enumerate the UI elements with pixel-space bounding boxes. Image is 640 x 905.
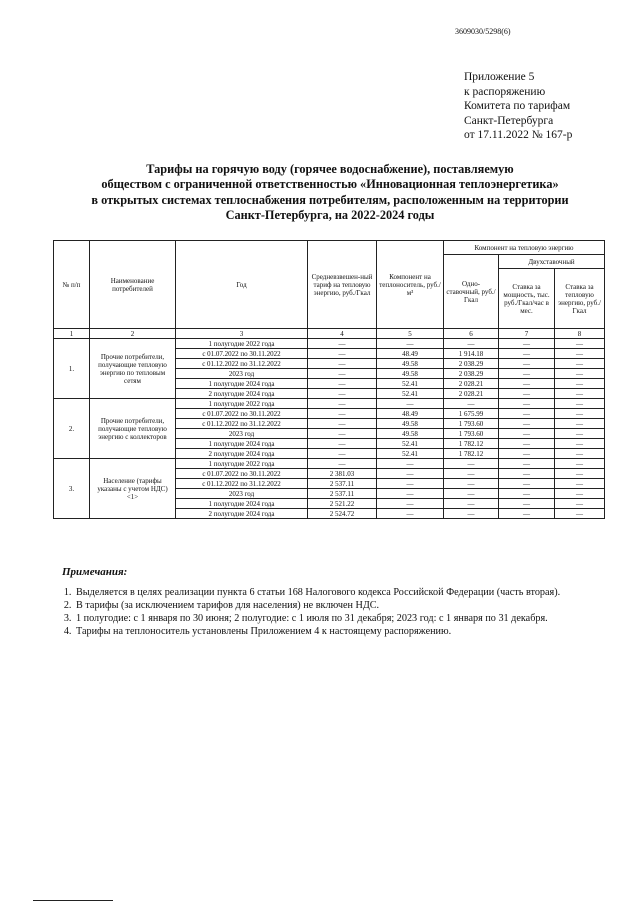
header-avg-tariff: Средневзвешен-ный тариф на тепловую энергию, руб./Гкал — [308, 241, 377, 329]
power-rate-cell: — — [499, 399, 555, 409]
energy-rate-cell: — — [555, 489, 605, 499]
period-cell: с 01.07.2022 по 30.11.2022 — [176, 349, 308, 359]
one-rate-cell: 2 028.21 — [444, 379, 499, 389]
consumer-name: Прочие потребители, получающие тепловую энергию по тепловым сетям — [90, 339, 176, 399]
consumer-name: Население (тарифы указаны с учетом НДС) <1> — [90, 459, 176, 519]
note-item: 2. В тарифы (за исключением тарифов для населения) не включен НДС. — [74, 599, 634, 612]
col-number: 4 — [308, 329, 377, 339]
header-two-rate: Двухставочный — [499, 255, 605, 269]
period-cell: 1 полугодие 2024 года — [176, 379, 308, 389]
one-rate-cell: — — [444, 339, 499, 349]
period-cell: 2023 год — [176, 369, 308, 379]
carrier-cell: — — [377, 499, 444, 509]
power-rate-cell: — — [499, 369, 555, 379]
one-rate-cell: — — [444, 489, 499, 499]
avg-tariff-cell: — — [308, 369, 377, 379]
col-number: 8 — [555, 329, 605, 339]
avg-tariff-cell: — — [308, 399, 377, 409]
avg-tariff-cell: 2 524.72 — [308, 509, 377, 519]
col-number: 6 — [444, 329, 499, 339]
period-cell: 2 полугодие 2024 года — [176, 449, 308, 459]
period-cell: 2023 год — [176, 489, 308, 499]
avg-tariff-cell: — — [308, 419, 377, 429]
period-cell: с 01.07.2022 по 30.11.2022 — [176, 469, 308, 479]
energy-rate-cell: — — [555, 449, 605, 459]
power-rate-cell: — — [499, 419, 555, 429]
appendix-line: Приложение 5 — [464, 71, 535, 83]
one-rate-cell: 1 914.18 — [444, 349, 499, 359]
period-cell: 1 полугодие 2022 года — [176, 339, 308, 349]
tariff-table — [53, 240, 605, 519]
power-rate-cell: — — [499, 389, 555, 399]
document-number: 3609030/5298(6) — [455, 27, 511, 36]
header-carrier: Компонент на теплоноситель, руб./м³ — [377, 241, 444, 329]
energy-rate-cell: — — [555, 349, 605, 359]
energy-rate-cell: — — [555, 429, 605, 439]
avg-tariff-cell: — — [308, 359, 377, 369]
carrier-cell: — — [377, 339, 444, 349]
period-cell: 2023 год — [176, 429, 308, 439]
period-cell: 1 полугодие 2024 года — [176, 499, 308, 509]
energy-rate-cell: — — [555, 419, 605, 429]
carrier-cell: — — [377, 489, 444, 499]
energy-rate-cell: — — [555, 459, 605, 469]
energy-rate-cell: — — [555, 399, 605, 409]
col-number: 1 — [54, 329, 90, 339]
header-name: Наименование потребителей — [90, 241, 176, 329]
carrier-cell: 48.49 — [377, 349, 444, 359]
carrier-cell: — — [377, 509, 444, 519]
carrier-cell: — — [377, 469, 444, 479]
energy-rate-cell: — — [555, 369, 605, 379]
table-row — [54, 459, 605, 469]
header-energy-component: Компонент на тепловую энергию — [444, 241, 605, 255]
carrier-cell: 49.58 — [377, 369, 444, 379]
period-cell: 1 полугодие 2024 года — [176, 439, 308, 449]
energy-rate-cell: — — [555, 509, 605, 519]
table-body — [54, 339, 605, 519]
one-rate-cell: 1 782.12 — [444, 449, 499, 459]
notes-title: Примечания: — [62, 566, 128, 578]
header-year: Год — [176, 241, 308, 329]
carrier-cell: 52.41 — [377, 439, 444, 449]
power-rate-cell: — — [499, 439, 555, 449]
power-rate-cell: — — [499, 479, 555, 489]
avg-tariff-cell: — — [308, 349, 377, 359]
col-number: 2 — [90, 329, 176, 339]
appendix-line: Комитета по тарифам — [464, 100, 571, 113]
appendix-line: Санкт-Петербурга — [464, 114, 554, 127]
row-number: 1. — [54, 339, 90, 399]
one-rate-cell: — — [444, 399, 499, 409]
col-number: 3 — [176, 329, 308, 339]
carrier-cell: 52.41 — [377, 449, 444, 459]
power-rate-cell: — — [499, 429, 555, 439]
power-rate-cell: — — [499, 489, 555, 499]
avg-tariff-cell: — — [308, 389, 377, 399]
power-rate-cell: — — [499, 409, 555, 419]
footnote-divider — [33, 900, 113, 901]
power-rate-cell: — — [499, 499, 555, 509]
title-line: Тарифы на горячую воду (горячее водоснабжение), поставляемую — [146, 162, 514, 176]
carrier-cell: 52.41 — [377, 379, 444, 389]
period-cell: с 01.12.2022 по 31.12.2022 — [176, 359, 308, 369]
period-cell: с 01.07.2022 по 30.11.2022 — [176, 409, 308, 419]
power-rate-cell: — — [499, 459, 555, 469]
one-rate-cell: 1 782.12 — [444, 439, 499, 449]
appendix-line: от 17.11.2022 № 167-р — [464, 129, 573, 142]
carrier-cell: 49.58 — [377, 429, 444, 439]
avg-tariff-cell: 2 537.11 — [308, 489, 377, 499]
avg-tariff-cell: — — [308, 429, 377, 439]
power-rate-cell: — — [499, 449, 555, 459]
col-number: 7 — [499, 329, 555, 339]
one-rate-cell: 2 038.29 — [444, 359, 499, 369]
carrier-cell: — — [377, 399, 444, 409]
one-rate-cell: — — [444, 469, 499, 479]
carrier-cell: 49.58 — [377, 419, 444, 429]
header-num: № п/п — [54, 241, 90, 329]
table-row — [54, 399, 605, 409]
avg-tariff-cell: — — [308, 379, 377, 389]
avg-tariff-cell: 2 537.11 — [308, 479, 377, 489]
one-rate-cell: — — [444, 459, 499, 469]
avg-tariff-cell: — — [308, 409, 377, 419]
consumer-name: Прочие потребители, получающие тепловую энергию с коллекторов — [90, 399, 176, 459]
energy-rate-cell: — — [555, 339, 605, 349]
table-row — [54, 339, 605, 349]
one-rate-cell: — — [444, 479, 499, 489]
one-rate-cell: — — [444, 509, 499, 519]
carrier-cell: — — [377, 479, 444, 489]
avg-tariff-cell: — — [308, 459, 377, 469]
one-rate-cell: 1 675.99 — [444, 409, 499, 419]
period-cell: 1 полугодие 2022 года — [176, 459, 308, 469]
one-rate-cell: 2 028.21 — [444, 389, 499, 399]
appendix-header — [464, 70, 572, 143]
one-rate-cell: 2 038.29 — [444, 369, 499, 379]
energy-rate-cell: — — [555, 359, 605, 369]
notes-list — [62, 586, 634, 638]
avg-tariff-cell: 2 381.03 — [308, 469, 377, 479]
power-rate-cell: — — [499, 349, 555, 359]
header-energy-rate: Ставка за тепловую энергию, руб./Гкал — [555, 269, 605, 329]
avg-tariff-cell: — — [308, 339, 377, 349]
carrier-cell: 48.49 — [377, 409, 444, 419]
power-rate-cell: — — [499, 469, 555, 479]
title-line: обществом с ограниченной ответственностью «Инновационная теплоэнергетика» — [101, 177, 559, 192]
note-item: 1. Выделяется в целях реализации пункта 6 статьи 168 Налогового кодекса Российской Федерации (часть вторая). — [74, 586, 634, 599]
row-number: 3. — [54, 459, 90, 519]
appendix-line: к распоряжению — [464, 85, 546, 98]
document-title — [40, 162, 620, 223]
carrier-cell: 49.58 — [377, 359, 444, 369]
period-cell: с 01.12.2022 по 31.12.2022 — [176, 419, 308, 429]
header-one-rate: Одно-ставочный, руб./Гкал — [444, 255, 499, 329]
title-line: в открытых системах теплоснабжения потребителям, расположенным на территории — [91, 192, 569, 207]
energy-rate-cell: — — [555, 379, 605, 389]
note-item: 3. 1 полугодие: с 1 января по 30 июня; 2 полугодие: с 1 июля по 31 декабря; 2023 год: с 1 января по 31 декабря. — [74, 612, 634, 625]
energy-rate-cell: — — [555, 479, 605, 489]
one-rate-cell: 1 793.60 — [444, 429, 499, 439]
one-rate-cell: — — [444, 499, 499, 509]
period-cell: 2 полугодие 2024 года — [176, 389, 308, 399]
col-number: 5 — [377, 329, 444, 339]
energy-rate-cell: — — [555, 469, 605, 479]
energy-rate-cell: — — [555, 499, 605, 509]
period-cell: 2 полугодие 2024 года — [176, 509, 308, 519]
energy-rate-cell: — — [555, 389, 605, 399]
one-rate-cell: 1 793.60 — [444, 419, 499, 429]
period-cell: с 01.12.2022 по 31.12.2022 — [176, 479, 308, 489]
row-number: 2. — [54, 399, 90, 459]
period-cell: 1 полугодие 2022 года — [176, 399, 308, 409]
note-item: 4. Тарифы на теплоноситель установлены Приложением 4 к настоящему распоряжению. — [74, 625, 634, 638]
energy-rate-cell: — — [555, 439, 605, 449]
avg-tariff-cell: 2 521.22 — [308, 499, 377, 509]
carrier-cell: 52.41 — [377, 389, 444, 399]
header-power-rate: Ставка за мощность, тыс. руб./Гкал/час в мес. — [499, 269, 555, 329]
avg-tariff-cell: — — [308, 449, 377, 459]
carrier-cell: — — [377, 459, 444, 469]
avg-tariff-cell: — — [308, 439, 377, 449]
power-rate-cell: — — [499, 379, 555, 389]
power-rate-cell: — — [499, 509, 555, 519]
power-rate-cell: — — [499, 339, 555, 349]
power-rate-cell: — — [499, 359, 555, 369]
title-line: Санкт-Петербурга, на 2022-2024 годы — [225, 207, 435, 222]
energy-rate-cell: — — [555, 409, 605, 419]
